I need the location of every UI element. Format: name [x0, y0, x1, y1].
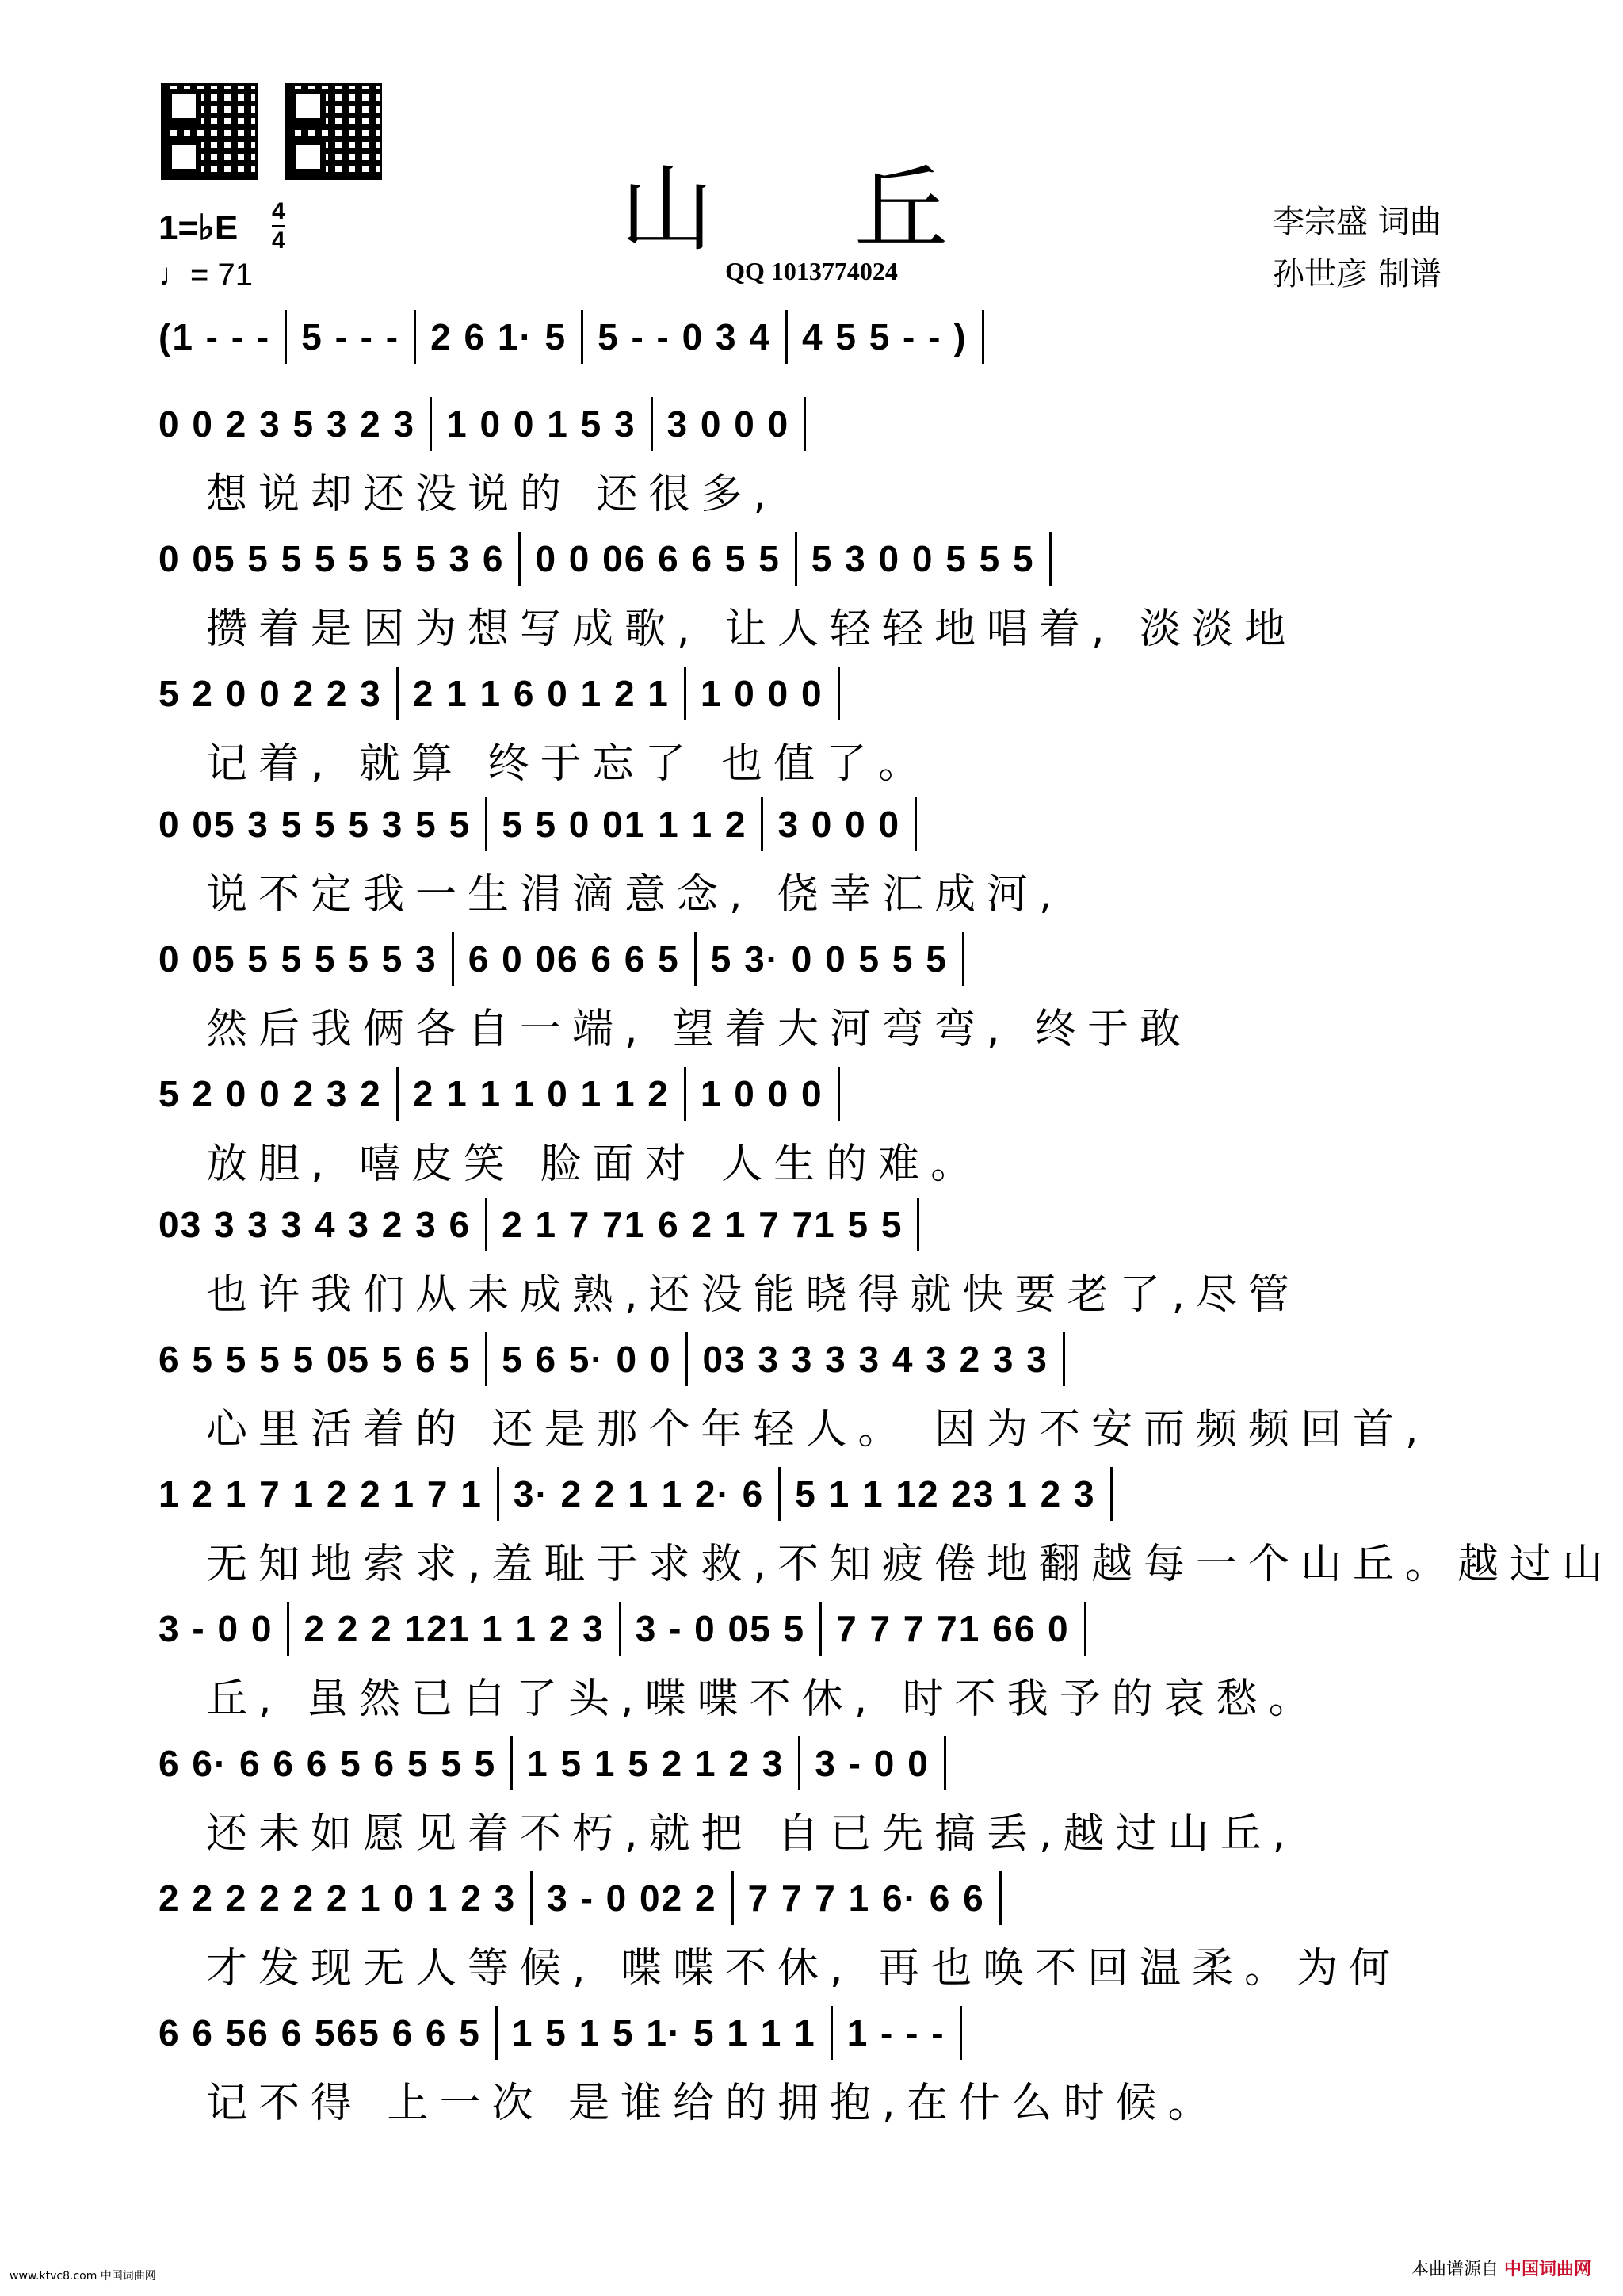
measure: 3 - 0 05 5: [635, 1608, 806, 1649]
bar-line: [785, 310, 788, 364]
notation-line: [158, 662, 1474, 725]
measure: 5 2 0 0 2 2 3: [158, 673, 382, 714]
composer-credit: 李宗盛 词曲: [1273, 204, 1442, 240]
notation-line: [158, 1462, 1474, 1526]
bar-line: [999, 1871, 1002, 1925]
measure: 2 2 2 121 1 1 2 3: [304, 1608, 605, 1649]
measure: 0 05 3 5 5 5 3 5 5: [158, 804, 472, 845]
bar-line: [1063, 1332, 1065, 1386]
measure: 3 0 0 0: [666, 403, 790, 445]
measure: 7 7 7 71 66 0: [836, 1608, 1070, 1649]
notation-line: [158, 1732, 1474, 1795]
bar-line: [804, 397, 806, 451]
measure: 5 6 5· 0 0: [502, 1339, 672, 1380]
score-system: [158, 1462, 1615, 1590]
measure: 1 0 0 1 5 3: [446, 403, 636, 445]
measure: 3 - 0 02 2: [547, 1878, 717, 1919]
bar-line: [761, 797, 763, 851]
bar-line: [485, 1198, 487, 1251]
lyric-line: 也许我们从未成熟,还没能晓得就快要老了,尽管: [206, 1271, 1301, 1319]
tempo-marking: ♩= 71: [158, 258, 253, 292]
measure: 0 05 5 5 5 5 5 3: [158, 938, 437, 980]
notation-line: [158, 527, 1474, 590]
key-signature: 1=♭E: [158, 208, 239, 247]
bar-line: [982, 310, 984, 364]
measure: 2 1 7 71 6 2 1 7 71 5 5: [502, 1204, 903, 1245]
measure: 1 5 1 5 1· 5 1 1 1: [511, 2012, 816, 2053]
measure: 3· 2 2 1 1 2· 6: [513, 1473, 765, 1515]
footer-source: [1411, 2256, 1591, 2280]
measure: 1 2 1 7 1 2 2 1 7 1: [158, 1473, 483, 1515]
measure: 2 1 1 1 0 1 1 2: [412, 1073, 670, 1114]
measure: 2 1 1 6 0 1 2 1: [412, 673, 670, 714]
measure: 5 1 1 12 23 1 2 3: [795, 1473, 1096, 1515]
score-system: [158, 2001, 1474, 2129]
notation-line: [158, 392, 1474, 456]
lyric-line: 想说却还没说的 还很多,: [206, 471, 778, 518]
bar-line: [530, 1871, 533, 1925]
bar-line: [778, 1467, 781, 1521]
bar-line: [285, 310, 287, 364]
score-system: [158, 1597, 1474, 1725]
bar-line: [430, 397, 432, 451]
notation-line: [158, 1193, 1474, 1256]
measure: 3 - 0 0: [815, 1743, 930, 1784]
measure: 5 - - -: [301, 316, 400, 357]
notation-line: [158, 2001, 1474, 2065]
bar-line: [518, 532, 521, 586]
bar-line: [495, 2006, 498, 2060]
measure: 6 5 5 5 5 05 5 6 5: [158, 1339, 472, 1380]
notation-line: [158, 927, 1474, 991]
measure: 03 3 3 3 4 3 2 3 6: [158, 1204, 472, 1245]
bar-line: [1084, 1602, 1086, 1656]
notation-line: [158, 1866, 1474, 1930]
page-title: 山 丘: [620, 155, 1003, 264]
measure: 1 - - -: [846, 2012, 945, 2053]
time-bottom: 4: [272, 227, 285, 254]
lyric-line: 放胆, 嘻皮笑 脸面对 人生的难。: [206, 1140, 983, 1188]
measure: 5 3 0 0 5 5 5: [811, 538, 1035, 579]
measure: 6 6 56 6 565 6 6 5: [158, 2012, 481, 2053]
notation-line: [158, 1062, 1474, 1125]
score-system: [158, 1732, 1474, 1859]
score-system: [158, 392, 1474, 520]
measure: 0 05 5 5 5 5 5 5 3 6: [158, 538, 505, 579]
bar-line: [915, 797, 917, 851]
bar-line: [694, 932, 697, 986]
score-system: [158, 1062, 1474, 1190]
notation-line: [158, 1328, 1474, 1391]
bar-line: [1110, 1467, 1113, 1521]
time-top: 4: [272, 198, 285, 224]
bar-line: [962, 932, 964, 986]
measure: 2 6 1· 5: [430, 316, 567, 357]
bar-line: [685, 1332, 688, 1386]
bar-line: [960, 2006, 962, 2060]
notation-line: [158, 305, 1474, 369]
score-system: [158, 662, 1474, 789]
bar-line: [917, 1198, 919, 1251]
score-system: [158, 793, 1474, 920]
lyric-line: 丘, 虽然已白了头,喋喋不休, 时不我予的哀愁。: [206, 1675, 1321, 1723]
measure: 6 0 06 6 6 5: [468, 938, 680, 980]
bar-line: [795, 532, 797, 586]
measure: 3 - 0 0: [158, 1608, 273, 1649]
measure: 1 0 0 0: [700, 673, 823, 714]
measure: 5 5 0 01 1 1 2: [502, 804, 747, 845]
bar-line: [287, 1602, 289, 1656]
time-signature: [272, 200, 285, 253]
arranger-credit: 孙世彦 制谱: [1273, 256, 1442, 292]
bar-line: [838, 667, 840, 720]
score-system: [158, 1866, 1474, 1994]
lyric-line: 攒着是因为想写成歌, 让人轻轻地唱着, 淡淡地: [206, 606, 1297, 653]
bar-line: [581, 310, 583, 364]
bar-line: [396, 667, 399, 720]
notation-line: [158, 1597, 1474, 1660]
measure: 5 - - 0 3 4: [598, 316, 771, 357]
footer-brand: 中国词曲网: [1503, 2260, 1591, 2279]
lyric-line: 才发现无人等候, 喋喋不休, 再也唤不回温柔。为何: [206, 1945, 1402, 1992]
bar-line: [798, 1736, 800, 1790]
bar-line: [619, 1602, 621, 1656]
bar-line: [485, 797, 487, 851]
score-system: [158, 1328, 1474, 1455]
score-system: [158, 305, 1474, 373]
lyric-line: 说不定我一生涓滴意念, 侥幸汇成河,: [206, 871, 1064, 919]
qq-number: QQ 1013774024: [725, 257, 898, 285]
lyric-line: 然后我俩各自一端, 望着大河弯弯, 终于敢: [206, 1006, 1193, 1053]
bar-line: [684, 667, 686, 720]
bar-line: [831, 2006, 833, 2060]
measure: 7 7 7 1 6· 6 6: [747, 1878, 985, 1919]
bar-line: [819, 1602, 822, 1656]
measure: 5 2 0 0 2 3 2: [158, 1073, 382, 1114]
measure: 0 0 2 3 5 3 2 3: [158, 403, 416, 445]
footer-watermark: www.ktvc8.com 中国词曲网: [10, 2270, 156, 2283]
measure: 6 6· 6 6 6 5 6 5 5 5: [158, 1743, 497, 1784]
bar-line: [414, 310, 416, 364]
measure: 2 2 2 2 2 2 1 0 1 2 3: [158, 1878, 517, 1919]
lyric-line: 还未如愿见着不朽,就把 自已先搞丢,越过山丘,: [206, 1810, 1297, 1858]
measure: 1 0 0 0: [700, 1073, 823, 1114]
lyric-line: 记着, 就算 终于忘了 也值了。: [206, 740, 931, 788]
measure: (1 - - -: [158, 316, 271, 357]
bar-line: [485, 1332, 487, 1386]
bar-line: [731, 1871, 734, 1925]
notation-line: [158, 793, 1474, 856]
measure: 5 3· 0 0 5 5 5: [710, 938, 948, 980]
measure: 03 3 3 3 3 4 3 2 3 3: [702, 1339, 1048, 1380]
bar-line: [684, 1067, 686, 1121]
measure: 0 0 06 6 6 5 5: [535, 538, 781, 579]
score-system: [158, 527, 1474, 655]
bar-line: [396, 1067, 399, 1121]
bar-line: [510, 1736, 513, 1790]
measure: 1 5 1 5 2 1 2 3: [527, 1743, 785, 1784]
score-system: [158, 1193, 1474, 1320]
measure: 3 0 0 0: [777, 804, 901, 845]
bar-line: [944, 1736, 946, 1790]
bar-line: [497, 1467, 499, 1521]
measure: 4 5 5 - - ): [801, 316, 968, 357]
bar-line: [651, 397, 653, 451]
bar-line: [838, 1067, 840, 1121]
bar-line: [1049, 532, 1052, 586]
score-system: [158, 927, 1474, 1055]
lyric-line: 心里活着的 还是那个年轻人。 因为不安而频频回首,: [206, 1406, 1430, 1454]
footer-source-label: 本曲谱源自: [1411, 2260, 1499, 2279]
bar-line: [452, 932, 454, 986]
lyric-line: 记不得 上一次 是谁给的拥抱,在什么时候。: [206, 2080, 1220, 2127]
lyric-line: 无知地索求,羞耻于求救,不知疲倦地翻越每一个山丘。越过山: [206, 1541, 1615, 1588]
